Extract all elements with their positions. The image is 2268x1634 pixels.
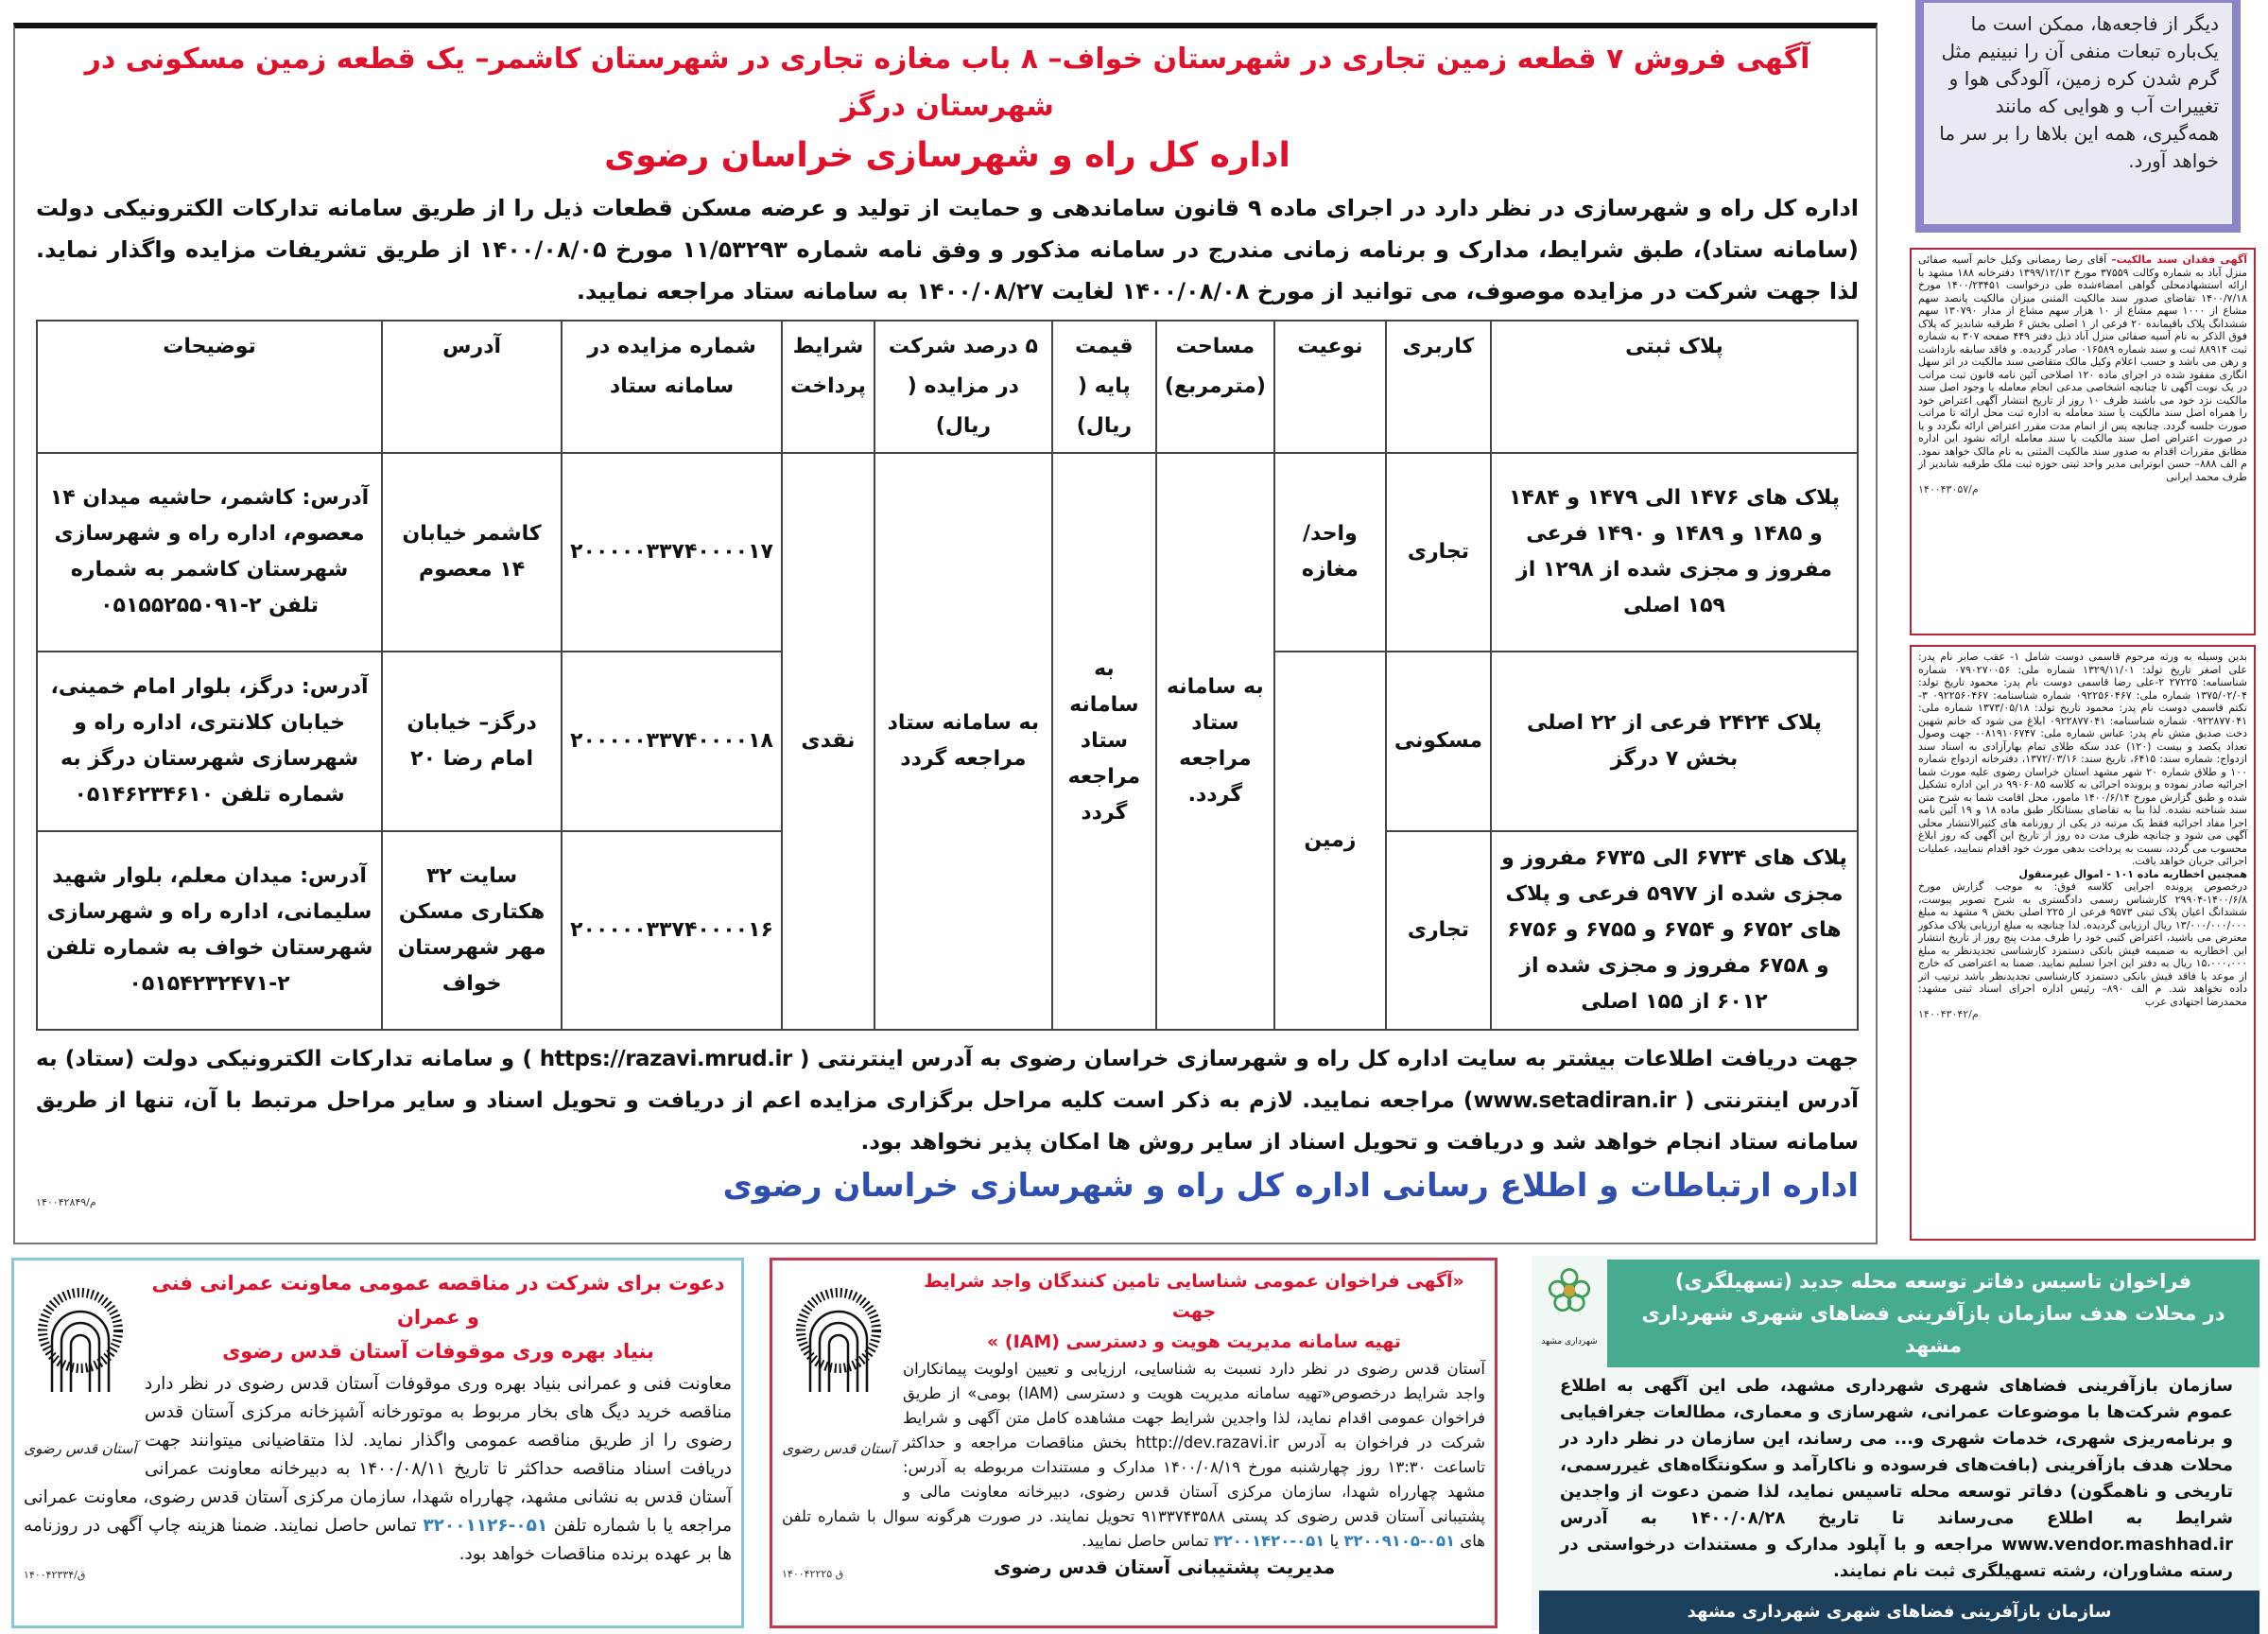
header-karbari: کاربری xyxy=(1386,321,1491,453)
legal-notice-body-2: درخصوص پرونده اجرایی کلاسه فوق: به موجب گزارش مورخ ۱۴۰۰/۶/۸-۲۹۹۰۴ کارشناس رسمی دادگستری به شرح تصویر پیوست، ششدانگ اعیان پلاک ثبتی ۹۵۷۳ فرعی از ۲۲۵ اصلی بخش ۹ مشهد به مبلغ ۱۳/۰۰۰/۰۰۰/۰۰۰ ریال ارزیابی گردیده. لذا چنانچه به مبلغ ارزیابی پلاک مذکور معترض می باشید، اعتراض کتبی خود را ظرف مدت پنج روز از تاریخ انتشار این اخطاریه به ضمیمه فیش بانکی دستمزد کارشناسی تجدیدنظر به مبلغ ۱۵،۰۰۰،۰۰۰ ریال به دفتر این اجرا تسلیم نمایید. ضمنا به اعتراضی که خارج از موعد یا فاقد فیش بانکی دستمزد کارشناسی تجدیدنظر باشد ترتیب اثر داده نخواهد شد. م الف ۸۹۰– رئیس اداره اجرای اسناد ثبتی مشهد: محمدرضا اجتهادی عرب xyxy=(1918,880,2247,1008)
logo-caption: آستان قدس رضوی xyxy=(24,1440,137,1457)
ad-code: ۱۴۰۰۴۲۳۳۴/ق xyxy=(24,1569,86,1581)
logo-caption: شهرداری مشهد xyxy=(1541,1337,1598,1347)
legal-notice-code: ۱۴۰۰۴۳۰۴۲/م xyxy=(1918,1008,1979,1020)
ad-title: فراخوان تاسیس دفاتر توسعه محله جدید (تسهیلگری) xyxy=(1674,1270,2192,1293)
cell-area: به سامانه ستاد مراجعه گردد. xyxy=(1156,453,1274,1030)
ad-body: اداره کل راه و شهرسازی در نظر دارد در اجرای ماده ۹ قانون ساماندهی و حمایت از تولید و عرضه مسکن قطعات ذیل را از طریق سامانه تدارکات الکترونیکی دولت (سامانه ستاد)، طبق شرایط، مدارک و برنامه زمانی مندرج در سامانه مذکور و وفق نامه شماره ۱۱/۵۳۲۹۳ مورخ ۱۴۰۰/۰۸/۰۵ از طریق تشریفات مزایده واگذار نماید. لذا جهت شرکت در مزایده موصوف، می توانید از مورخ ۱۴۰۰/۰۸/۰۸ لغایت ۱۴۰۰/۰۸/۲۷ به سامانه ستاد مراجعه نمایید. xyxy=(36,195,1859,304)
table-header-row xyxy=(37,321,1858,453)
header-payment: شرایط پرداخت xyxy=(782,321,874,453)
or-text: یا xyxy=(1329,1532,1340,1550)
cell-auction-no: ۲۰۰۰۰۰۳۳۷۴۰۰۰۰۱۸ xyxy=(562,652,782,831)
cell-noeiyat: زمین xyxy=(1274,652,1386,1030)
legal-notice-lost-deed xyxy=(1910,248,2256,635)
cell-noeiyat: واحد/ مغازه xyxy=(1274,453,1386,652)
cell-auction-no: ۲۰۰۰۰۰۳۳۷۴۰۰۰۰۱۷ xyxy=(562,453,782,652)
ad-title-2: بنیاد بهره وری موقوفات آستان قدس رضوی xyxy=(222,1340,654,1363)
header-address: آدرس xyxy=(382,321,562,453)
cell-address: درگز– خیابان امام رضا ۲۰ xyxy=(382,652,562,831)
ad-footer-text: جهت دریافت اطلاعات بیشتر به سایت اداره کل راه و شهرسازی خراسان رضوی به آدرس اینترنتی ( https://razavi.mrud.ir ) و سامانه تدارکات الکترونیکی دولت (ستاد) به آدرس اینترنتی ( www.setadiran.ir) مراجعه نمایید. لازم به ذکر است کلیه مراحل برگزاری مزایده اعم از دریافت و تحویل اسناد و سایر مراحل مرتبط با آن، تنها از طریق سامانه ستاد انجام خواهد شد و دریافت و تحویل اسناد از سایر روش ها امکان پذیر نخواهد بود. xyxy=(36,1047,1859,1155)
cell-payment: نقدی xyxy=(782,453,874,1030)
cell-plak: پلاک های ۶۷۳۴ الی ۶۷۳۵ مفروز و مجزی شده از ۵۹۷۷ فرعی و پلاک های ۶۷۵۲ و ۶۷۵۴ و ۶۷۵۵ و ۶۷۵۶ و ۶۷۵۸ مفروز و مجزی شده از ۶۰۱۲ از ۱۵۵ اصلی xyxy=(1491,831,1858,1030)
ad-code: ۱۴۰۰۴۲۸۴۹/م xyxy=(36,1196,96,1208)
quote-text: دیگر از فاجعه‌ها، ممکن است ما یک‌باره تبعات منفی آن را نبینیم مثل گرم شدن کره زمین، آلودگی هوا و تغییرات آب و هوایی که مانند همه‌گیری، همه این بلاها را بر سر ما خواهد آورد. xyxy=(1939,12,2219,172)
ad-body-end: تماس حاصل نمایند. ضمنا هزینه چاپ آگهی در روزنامه ها بر عهده برنده مناقصات خواهد بود. xyxy=(24,1516,732,1564)
cell-base-price: به سامانه ستاد مراجعه گردد xyxy=(1052,453,1156,1030)
ad-signature: اداره ارتباطات و اطلاع رسانی اداره کل راه و شهرسازی خراسان رضوی xyxy=(722,1167,1859,1205)
logo-block xyxy=(1532,1260,1607,1367)
auction-ad xyxy=(13,23,1878,1244)
cell-karbari: تجاری xyxy=(1386,831,1491,1030)
astan-quds-logo-icon xyxy=(796,1274,881,1434)
legal-notice-body: بدین وسیله به ورثه مرحوم قاسمی دوست شامل ۱- عقب صابر نام پدر: علی اصغر تاریخ تولد: ۱۳۲۹/۱۱/۰۱ شماره ملی: ۰۷۹۰۲۷۰۰۵۶ شماره شناسنامه: ۲۷۲۲۵ ۲-علی رضا قاسمی دوست نام پدر: محمود تاریخ تولد: ۱۳۷۵/۰۲/۰۴ شماره ملی: ۰۹۲۲۵۶۰۴۶۷ شماره شناسنامه: ۰۹۲۲۵۶۰۴۶۷ ۳- تکتم قاسمی دوست نام پدر: محمود تاریخ تولد: ۱۳۷۳/۰۵/۱۸ شماره ملی: ۰۹۲۲۸۷۷۰۴۱ شماره شناسنامه: ۰۹۲۲۸۷۷۰۴۱ ابلاغ می شود که خانم شهین دخت صدیق متش نام پدر: عباس شماره ملی: ۰۸۱۹۱۰۶۷۴۷- جهت وصول تعداد یکصد و بیست (۱۲۰) عدد سکه طلای تمام بهارآزادی به اسناد سند ازدواج: شماره سند: ۶۴۱۵، تاریخ سند: ۱۳۷۲/۰۳/۱۶، دفترخانه ازدواج شماره ۱۰۰ و طلاق شماره ۲۰ شهر مشهد استان خراسان رضوی علیه مورث شما اجرائیه صادر نموده و پرونده اجرائی به کلاسه ۹۹۰۶۰۸۵ در این اداره تشکیل شده و طبق گزارش مورخ ۱۴۰۰/۶/۱۴ مامور، محل اقامت شما به شرح متن سند شناخته نشده. لذا بنا به تقاضای بستانکار طبق ماده ۱۸ و ۱۹ آئین نامه اجرا مفاد اجرائیه فقط یک مرتبه در یکی از روزنامه های کثیرالانتشار محلی آگهی می شود و چنانچه ظرف مدت ده روز از تاریخ این آگهی که روز ابلاغ محسوب می گردد، نسبت به پرداخت بدهی مورث خود اقدام ننمایید، عملیات اجرائی جریان خواهد یافت. xyxy=(1918,651,2248,867)
phone-number-1: ۰۵۱-۳۲۰۰۹۱۰۵ xyxy=(1343,1532,1456,1550)
cell-notes: آدرس: درگز، بلوار امام خمینی، خیابان کلانتری، اداره راه و شهرسازی شهرستان درگز به شماره تلفن ۰۵۱۴۶۲۳۴۶۱۰ xyxy=(37,652,382,831)
ad-header-row xyxy=(1532,1260,2259,1367)
cell-notes: آدرس: میدان معلم، بلوار شهید سلیمانی، اداره راه و شهرسازی شهرستان خواف به شماره تلفن ۲-۰۵۱۵۴۲۳۲۴۷۱ xyxy=(37,831,382,1030)
cell-plak: پلاک ۲۴۲۴ فرعی از ۲۲ اصلی بخش ۷ درگز xyxy=(1491,652,1858,831)
table-row xyxy=(37,453,1858,652)
call-ad-mashhad-municipality xyxy=(1532,1256,2259,1630)
ad-body: معاونت فنی و عمرانی بنیاد بهره وری موقوفات آستان قدس رضوی در نظر دارد مناقصه خرید دیگ های بخار مربوط به موتورخانه آشپزخانه مرکزی آستان قدس رضوی را از طریق مناقصه عمومی واگذار نماید. لذا متقاضیانی میتوانند جهت دریافت اسناد مناقصه حداکثر تا تاریخ ۱۴۰۰/۰۸/۱۱ به دبیرخانه معاونت عمرانی آستان قدس به نشانی مشهد، چهارراه شهدا، سازمان مرکزی آستان قدس رضوی، معاونت عمرانی مراجعه یا با شماره تلفن xyxy=(24,1374,733,1536)
ad-body: آستان قدس رضوی در نظر دارد نسبت به شناسایی، ارزیابی و تعیین اولویت پیمانکاران واجد شرایط درخصوص«تهیه سامانه مدیریت هویت و دسترسی (IAM) بومی» از طریق فراخوان عمومی اقدام نماید، لذا واجدین شرایط جهت مشاهده کامل متن آگهی و شرایط شرکت در فراخوان به آدرس http://dev.razavi.ir بخش مناقصات مراجعه و حداکثر تاساعت ۱۳:۳۰ روز چهارشنبه مورخ ۱۴۰۰/۰۸/۱۹ مدارک و مستندات مربوطه به آدرس: مشهد چهارراه شهدا، سازمان مرکزی آستان قدس رضوی، دبیرخانه معاونت مالی و پشتیبانی آستان قدس رضوی کد پستی ۹۱۳۳۷۴۳۵۸۸ تحویل نمایند. در صورت هرگونه سوال با شماره تلفن های xyxy=(782,1360,1485,1550)
cell-plak: پلاک های ۱۴۷۶ الی ۱۴۷۹ و ۱۴۸۴ و ۱۴۸۵ و ۱۴۸۹ و ۱۴۹۰ فرعی مفروز و مجزی شده از ۱۲۹۸ از ۱۵۹ اصلی xyxy=(1491,453,1858,652)
lots-table xyxy=(36,320,1859,1031)
logo-block xyxy=(24,1266,137,1484)
ad-title-2: در محلات هدف سازمان بازآفرینی فضاهای شهری شهرداری مشهد xyxy=(1641,1302,2225,1357)
ad-body: سازمان بازآفرینی فضاهای شهری شهرداری مشهد، طی این آگهی به اطلاع عموم شرکت‌ها با موضوعات عمرانی، شهرسازی و معماری، مطالعات جغرافیایی و برنامه‌ریزی شهری، خدمات شهری و... می رساند، این سازمان در نظر دارد در محلات هدف بازآفرینی (بافت‌های فرسوده و ناکارآمد و سکونتگاه‌های غیررسمی، تاریخی و ناهمگون) دفاتر توسعه محله تاسیس نماید، لذا ضمن دعوت از واجدین شرایط به اطلاع می‌رساند تا تاریخ ۱۴۰۰/۰۸/۲۸ به آدرس www.vendor.mashhad.ir مراجعه و با آپلود مدارک و مستندات درخواستی در رسته مشاوران، رشته تسهیلگری ثبت نام نمایند. xyxy=(1560,1376,2233,1581)
ad-signature-row xyxy=(36,1163,1859,1208)
header-area: مساحت (مترمربع) xyxy=(1156,321,1274,453)
legal-notice-execution xyxy=(1910,645,2256,1241)
logo-caption: آستان قدس رضوی xyxy=(782,1440,895,1457)
cell-address: کاشمر خیابان ۱۴ معصوم xyxy=(382,453,562,652)
ad-subtitle: اداره کل راه و شهرسازی خراسان رضوی xyxy=(604,136,1290,175)
ad-footer: سازمان بازآفرینی فضاهای شهری شهرداری مشهد xyxy=(1539,1591,2259,1634)
ad-header xyxy=(1607,1260,2259,1367)
ad-title: دعوت برای شرکت در مناقصه عمومی معاونت عمرانی فنی و عمران xyxy=(151,1272,725,1329)
header-notes: توضیحات xyxy=(37,321,382,453)
tender-ad-astan-quds xyxy=(11,1258,744,1628)
legal-notice-body: آقای رضا رمضانی وکیل خانم آسیه صفائی منزل آباد به شماره وکالت ۳۷۵۵۹ مورخ ۱۳۹۹/۱۲/۱۳ دفترخانه ۱۸۸ مشهد با ارائه استشهادمحلی گواهی امضاءشده طی درخواست ۱۴۰۰/۲۳۴۵۱ مورخ ۱۴۰۰/۷/۱۸ تقاضای صدور سند مالکیت المثنی میزان مالکیت پانصد سهم مشاع از ۱۰۰۰ سهم مشاع از ۱۰ هزار سهم مشاع از مدار ۱۳۰۷۹۰ سهم ششدانگ پلاک باقیمانده ۲۰ فرعی از ۱ اصلی بخش ۶ طرقبه شاندیز که پلاک فوق الذکر به نام آسیه صفائی منزل آباد ذیل دفتر ۴۴۹ صفحه ۳۰۷ به شماره ثبت ۸۸۹۱۴ ثبت و سند شماره ۰۱۶۵۸۹ صادر گردیده. و فاقد سابقه بازداشت و رهن می باشد و حسب اعلام وکیل مالک متقاضی سند مالکیت در اثر سهل انگاری مفقود شده در اجرای ماده ۱۲۰ اصلاحی آئین نامه قانون ثبت مراتب در یک نوبت آگهی تا چنانچه اشخاصی مدعی انجام معامله یا وجود اصل سند مالکیت نزد خود می باشند ظرف ۱۰ روز از تاریخ انتشار آگهی اعتراض خود را همراه اصل سند مالکیت یا سند معامله به اداره ثبت محل ارائه تا مراتب صورت جلسه گردد. چنانچه پس از اتمام مدت مقرر اعتراض ارائه نگردد و یا در صورت اعتراض اصل سند مالکیت یا سند معامله ارائه نشود این اداره مطابق مقررات اقدام به صدور سند مالکیت المثنی به نام مالک خواهد نمود. م الف ۸۸۸– حسن ابوترابی مدیر واحد ثبتی حوزه ثبت ملک طرقبه شاندیز از طرف محمد ایرانی xyxy=(1918,253,2248,483)
mashhad-municipality-logo-icon xyxy=(1539,1265,1600,1333)
cell-notes: آدرس: کاشمر، حاشیه میدان ۱۴ معصوم، اداره راه و شهرسازی شهرستان کاشمر به شماره تلفن ۲-۰۵۱۵۵۲۵۵۰۹۱ xyxy=(37,453,382,652)
header-noeiyat: نوعیت xyxy=(1274,321,1386,453)
ad-title: آگهی فروش ۷ قطعه زمین تجاری در شهرستان خواف– ۸ باب مغازه تجاری در شهرستان کاشمر– یک قطعه زمین مسکونی در شهرستان درگز xyxy=(84,43,1810,123)
ad-title: «آگهی فراخوان عمومی شناسایی تامین کنندگان واجد شرایط جهت xyxy=(924,1271,1464,1322)
cell-karbari: مسکونی xyxy=(1386,652,1491,831)
phone-number: ۰۵۱-۳۲۰۰۱۱۲۶ xyxy=(423,1516,548,1536)
quote-box xyxy=(1915,0,2241,233)
ad-code: ۱۴۰۰۴۲۲۲۵ ق xyxy=(782,1568,844,1580)
ad-title-2: تهیه سامانه مدیریت هویت و دسترسی (IAM) » xyxy=(987,1331,1401,1352)
cell-karbari: تجاری xyxy=(1386,453,1491,652)
cell-auction-no: ۲۰۰۰۰۰۳۳۷۴۰۰۰۰۱۶ xyxy=(562,831,782,1030)
call-ad-iam xyxy=(770,1258,1498,1628)
ad-body-end: تماس حاصل نمایید. xyxy=(1082,1532,1209,1550)
astan-quds-logo-icon xyxy=(38,1274,123,1434)
ad-signature: مدیریت پشتیبانی آستان قدس رضوی xyxy=(993,1556,1336,1578)
legal-notice-title: آگهی فقدان سند مالکیت– xyxy=(2111,253,2248,266)
cell-address: سایت ۳۲ هکتاری مسکن مهر شهرستان خواف xyxy=(382,831,562,1030)
header-base-price: قیمت پایه ( ریال) xyxy=(1052,321,1156,453)
cell-deposit: به سامانه ستاد مراجعه گردد xyxy=(874,453,1052,1030)
legal-notice-subheading: همچنین اخطاریه ماده ۱۰۱ - اموال غیرمنقول xyxy=(2018,867,2247,880)
header-plak: پلاک ثبتی xyxy=(1491,321,1858,453)
legal-notice-code: ۱۴۰۰۴۳۰۵۷/م xyxy=(1918,483,1979,495)
logo-block xyxy=(782,1266,895,1484)
header-deposit: ۵ درصد شرکت در مزایده ( ریال) xyxy=(874,321,1052,453)
header-auction-no: شماره مزایده در سامانه ستاد xyxy=(562,321,782,453)
phone-number-2: ۰۵۱-۳۲۰۰۱۴۲۰ xyxy=(1213,1532,1325,1550)
